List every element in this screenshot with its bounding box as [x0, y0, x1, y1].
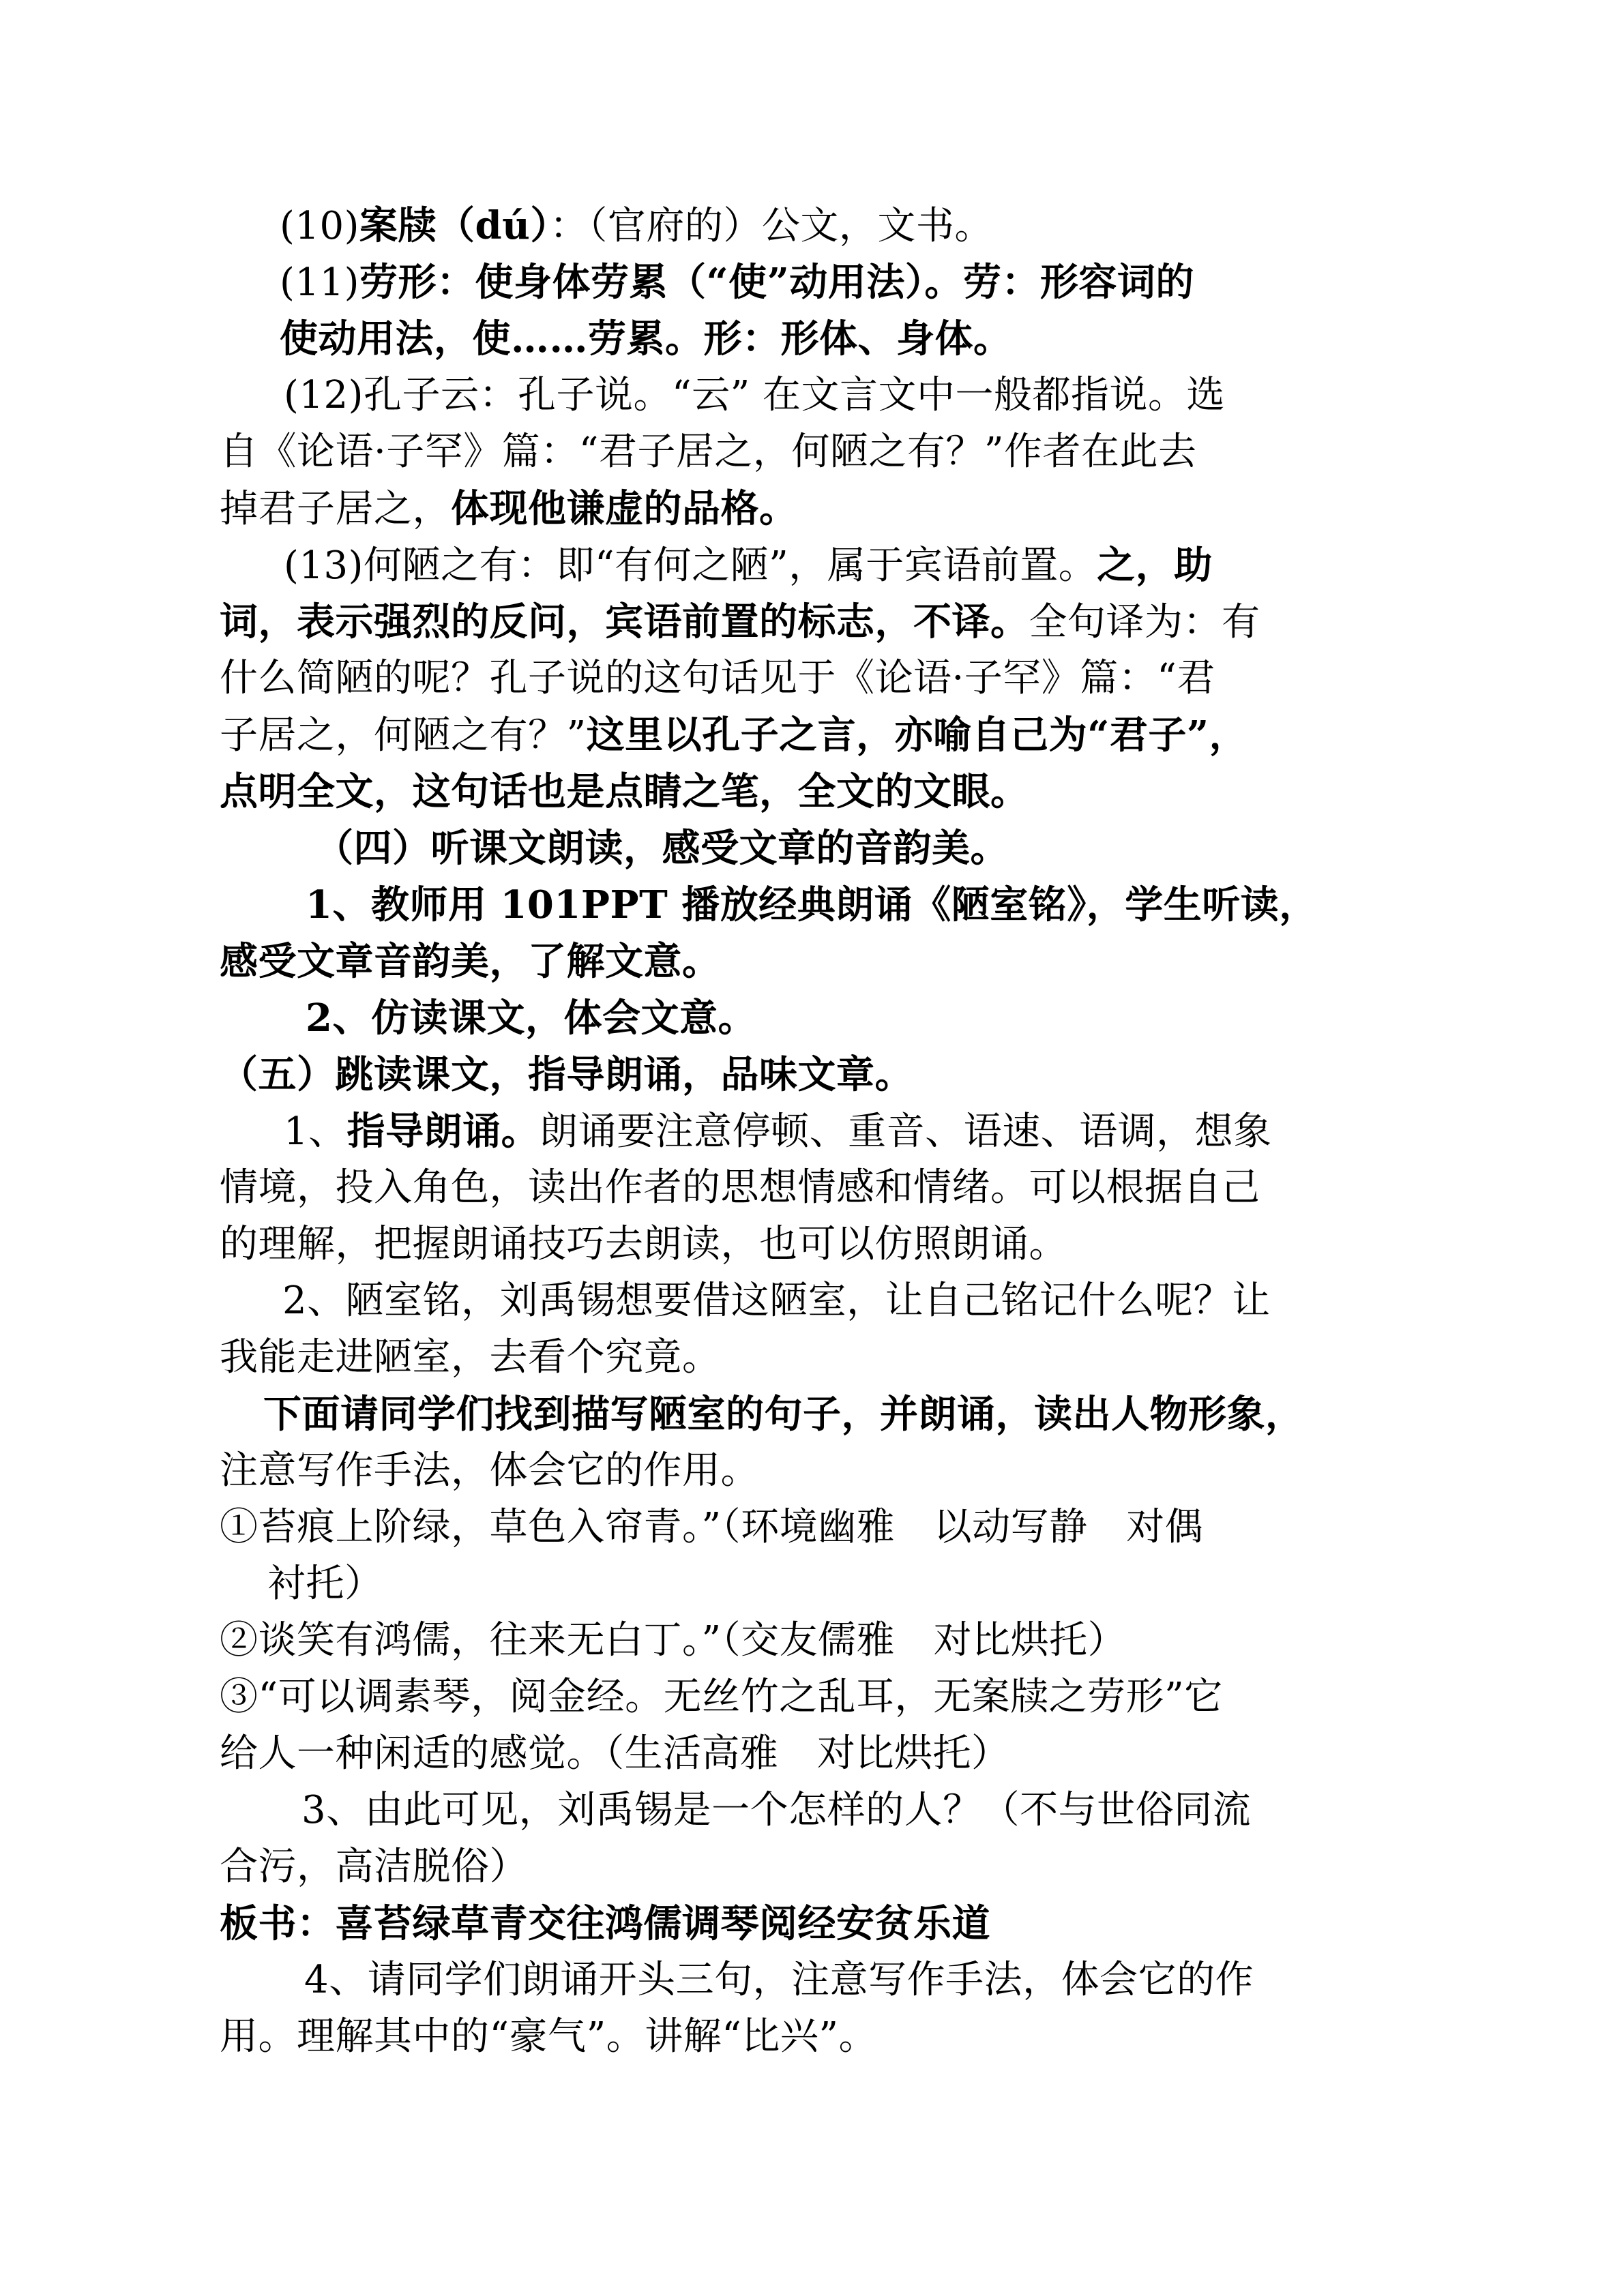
text-line-9	[220, 655, 1215, 702]
text-line-21	[220, 1334, 721, 1382]
text-span: 3、由此可见，刘禹锡是一个怎样的人？（不与世俗同流	[301, 1788, 1252, 1832]
text-span: 用。理解其中的“豪气”。讲解“比兴”。	[220, 2014, 878, 2059]
text-line-7	[284, 541, 1213, 590]
text-span: 全句译为：有	[1029, 600, 1260, 644]
text-span-bold: 劳形：使身体劳累（“使”动用法）。劳：形容词的	[359, 260, 1194, 305]
text-line-6	[220, 485, 798, 533]
text-span: 合污，高洁脱俗）	[220, 1845, 528, 1889]
text-line-1	[280, 202, 993, 250]
text-span: 1、	[284, 1109, 347, 1154]
text-span-bold: 体现他谦虚的品格。	[451, 486, 798, 531]
text-span: 我能走进陋室，去看个究竟。	[220, 1335, 721, 1380]
text-span: 4、请同学们朗诵开头三句，注意写作手法，体会它的作	[304, 1958, 1254, 2002]
text-line-18	[220, 1164, 1260, 1212]
text-span: 给人一种闲适的感觉。（生活高雅 对比烘托）	[220, 1731, 1010, 1776]
text-line-20	[282, 1277, 1271, 1325]
text-line-14	[220, 938, 721, 986]
text-span-bold: 板书：喜苔绿草青交往鸿儒调琴阅经安贫乐道	[220, 1901, 990, 1946]
list-item-2	[220, 1617, 1126, 1665]
text-line-3	[280, 315, 1012, 363]
text-line-10	[220, 711, 1247, 760]
text-span-bold: （五）跳读课文，指导朗诵，品味文章。	[220, 1052, 913, 1097]
text-span-bold: 案牍（dú）	[359, 203, 550, 248]
text-span-bold: 指导朗诵。	[346, 1109, 540, 1154]
text-span: 2、陋室铭，刘禹锡想要借这陋室，让自己铭记什么呢？让	[282, 1279, 1271, 1323]
text-line-4	[284, 372, 1225, 419]
text-span: ②谈笑有鸿儒，往来无白丁。”（交友儒雅 对比烘托）	[220, 1618, 1127, 1663]
text-line-5	[220, 428, 1197, 476]
text-span: 朗诵要注意停顿、重音、语速、语调，想象	[540, 1109, 1272, 1154]
text-span: ：（官府的）公文，文书。	[549, 204, 993, 248]
text-span-bold: 下面请同学们找到描写陋室的句子，并朗诵，读出人物形象，	[263, 1392, 1304, 1437]
text-line-17	[284, 1107, 1272, 1156]
text-span: 的理解，把握朗诵技巧去朗读，也可以仿照朗诵。	[220, 1222, 1067, 1266]
text-span: (12)孔子云：孔子说。“云” 在文言文中一般都指说。选	[284, 373, 1226, 417]
section-heading-5	[220, 1051, 913, 1099]
section-heading-4	[315, 824, 1009, 873]
text-span: 掉君子居之，	[220, 487, 451, 531]
text-span-bold: 感受文章音韵美，了解文意。	[220, 939, 721, 984]
text-span: (13)何陋之有：即“有何之陋”，属于宾语前置。	[284, 543, 1097, 588]
text-span-bold: 点明全文，这句话也是点睛之笔，全文的文眼。	[220, 769, 1029, 814]
text-span-bold: 2、仿读课文，体会文意。	[306, 996, 756, 1041]
text-line-22	[263, 1390, 1304, 1439]
text-line-2	[280, 258, 1194, 307]
text-line-23	[220, 1447, 759, 1495]
text-line-33	[220, 2013, 877, 2061]
text-span-bold: （四）听课文朗读，感受文章的音韵美。	[315, 826, 1009, 871]
text-span: 注意写作手法，体会它的作用。	[220, 1448, 759, 1493]
text-line-11	[220, 768, 1029, 816]
text-line-29	[301, 1787, 1251, 1834]
text-span-bold: 使动用法，使……劳累。形：形体、身体。	[280, 316, 1012, 361]
text-span: (11)	[280, 260, 359, 305]
text-span: ③“可以调素琴，阅金经。无丝竹之乱耳，无案牍之劳形”它	[220, 1675, 1223, 1719]
text-span: 子居之，何陋之有？”	[220, 713, 587, 758]
text-span: ①苔痕上阶绿，草色入帘青。”（环境幽雅 以动写静 对偶	[220, 1505, 1204, 1549]
text-line-13	[306, 881, 1318, 929]
text-span-bold: 词，表示强烈的反问，宾语前置的标志，不译。	[220, 599, 1029, 644]
text-line-32	[304, 1956, 1254, 2004]
list-item-1	[220, 1504, 1203, 1551]
text-line-19	[220, 1221, 1067, 1268]
text-span-bold: 1、教师用 101PPT 播放经典朗诵《陋室铭》，学生听读，	[306, 882, 1318, 927]
text-line-30	[220, 1843, 528, 1891]
text-span-bold: 这里以孔子之言，亦喻自己为“君子”，	[586, 713, 1248, 758]
text-span: 自《论语·子罕》篇：“君子居之，何陋之有？”作者在此去	[220, 430, 1197, 474]
text-span: 衬托）	[267, 1562, 383, 1606]
list-item-3	[220, 1673, 1223, 1721]
text-span: (10)	[280, 204, 359, 248]
text-span: 什么简陋的呢？孔子说的这句话见于《论语·子罕》篇：“君	[220, 656, 1215, 700]
text-span-bold: 之，助	[1097, 543, 1213, 588]
text-span: 情境，投入角色，读出作者的思想情感和情绪。可以根据自己	[220, 1165, 1260, 1210]
text-line-15	[306, 994, 756, 1043]
text-line-8	[220, 598, 1260, 646]
list-item-3-continued	[220, 1730, 1010, 1778]
blackboard-summary	[220, 1900, 990, 1948]
list-item-1-continued	[267, 1560, 383, 1608]
